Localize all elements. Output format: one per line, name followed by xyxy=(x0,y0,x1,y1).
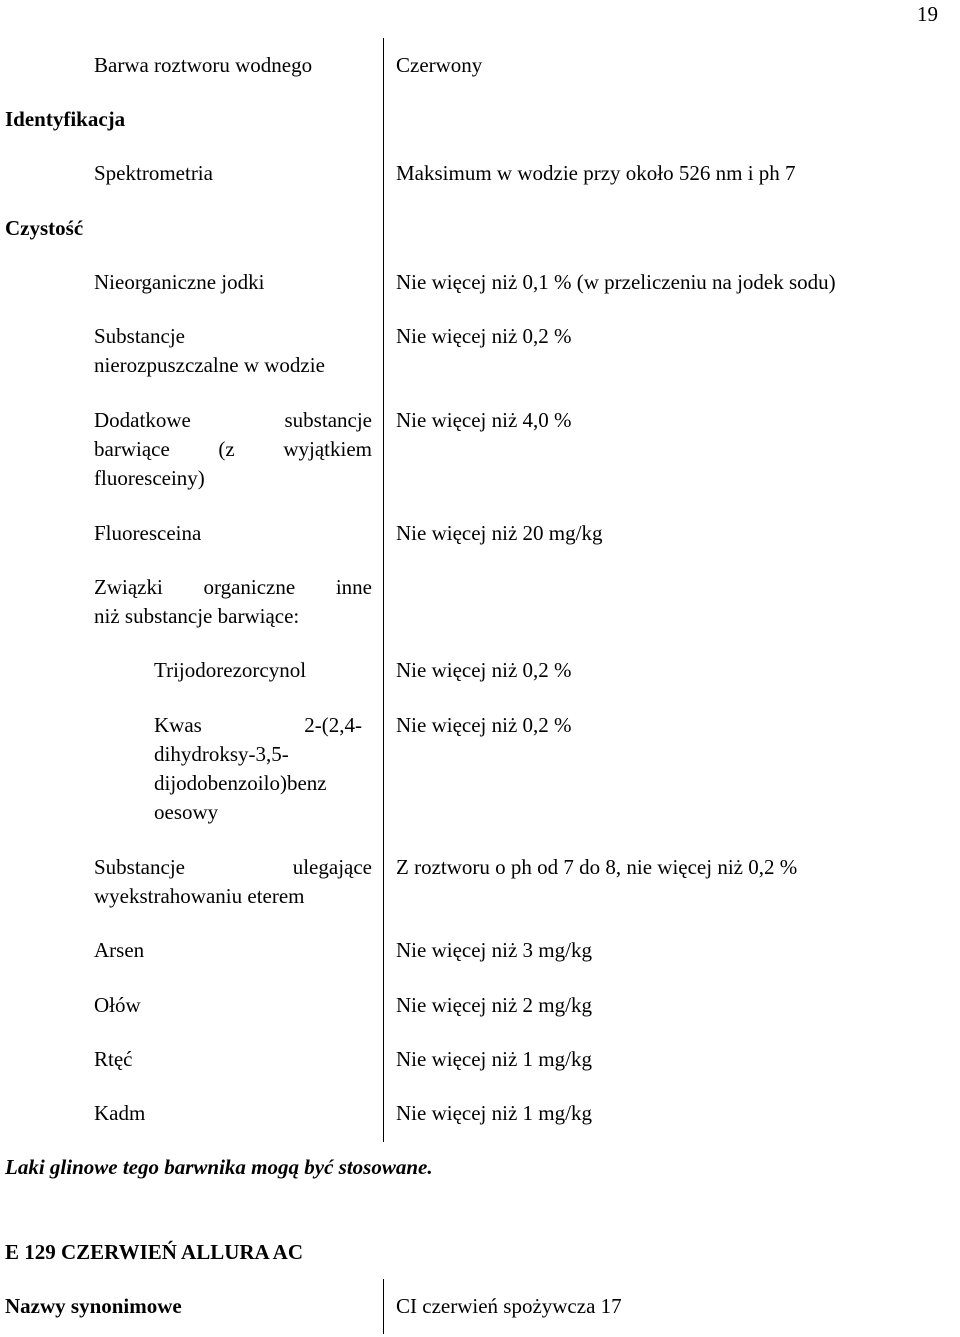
kwas-value: Nie więcej niż 0,2 % xyxy=(396,713,572,737)
spektrometria-value: Maksimum w wodzie przy około 526 nm i ph 7 xyxy=(396,161,796,185)
eter-label-line1: Substancje ulegające xyxy=(94,855,372,879)
arsen-value: Nie więcej niż 3 mg/kg xyxy=(396,938,592,962)
spektrometria-label: Spektrometria xyxy=(94,161,213,185)
kwas-label-line3: dijodobenzoilo)benz xyxy=(154,771,327,795)
synonyms-label: Nazwy synonimowe xyxy=(5,1294,182,1318)
fluoresceina-value: Nie więcej niż 20 mg/kg xyxy=(396,521,603,545)
zwiazki-label-line2: niż substancje barwiące: xyxy=(94,604,300,628)
arsen-label: Arsen xyxy=(94,938,145,962)
zwiazki-label xyxy=(94,573,372,631)
page-number: 19 xyxy=(917,2,938,26)
dodatkowe-label-line2: barwiące (z wyjątkiem xyxy=(94,437,372,461)
synonyms-value: CI czerwień spożywcza 17 xyxy=(396,1294,622,1318)
nierozpuszczalne-value: Nie więcej niż 0,2 % xyxy=(396,324,572,348)
dodatkowe-label xyxy=(94,406,372,493)
kwas-label-line4: oesowy xyxy=(154,800,219,824)
czystosc-heading: Czystość xyxy=(5,216,84,240)
barwa-value: Czerwony xyxy=(396,53,483,77)
trijodo-label: Trijodorezorcynol xyxy=(154,658,307,682)
dodatkowe-label-line1: Dodatkowe substancje xyxy=(94,408,372,432)
rtec-label: Rtęć xyxy=(94,1047,133,1071)
kwas-label xyxy=(154,711,362,827)
nierozpuszczalne-label xyxy=(94,322,372,380)
kadm-label: Kadm xyxy=(94,1101,146,1125)
column-divider xyxy=(383,38,384,1142)
zwiazki-label-line1: Związki organiczne inne xyxy=(94,575,372,599)
kwas-label-line2: dihydroksy-3,5- xyxy=(154,742,289,766)
olow-value: Nie więcej niż 2 mg/kg xyxy=(396,993,592,1017)
trijodo-value: Nie więcej niż 0,2 % xyxy=(396,658,572,682)
eter-value: Z roztworu o ph od 7 do 8, nie więcej niż 0,2 % xyxy=(396,855,798,879)
jodki-label: Nieorganiczne jodki xyxy=(94,270,265,294)
nierozpuszczalne-label-line1: Substancje xyxy=(94,324,185,348)
kadm-value: Nie więcej niż 1 mg/kg xyxy=(396,1101,592,1125)
identyfikacja-heading: Identyfikacja xyxy=(5,107,126,131)
column-divider-synonyms xyxy=(383,1279,384,1334)
eter-label-line2: wyekstrahowaniu eterem xyxy=(94,884,305,908)
kwas-label-line1: Kwas 2-(2,4- xyxy=(154,713,362,737)
section-title: E 129 CZERWIEŃ ALLURA AC xyxy=(5,1240,303,1264)
nierozpuszczalne-label-line2: nierozpuszczalne w wodzie xyxy=(94,353,325,377)
rtec-value: Nie więcej niż 1 mg/kg xyxy=(396,1047,592,1071)
dodatkowe-label-line3: fluoresceiny) xyxy=(94,466,205,490)
note-text: Laki glinowe tego barwnika mogą być stosowane. xyxy=(5,1155,433,1179)
dodatkowe-value: Nie więcej niż 4,0 % xyxy=(396,408,572,432)
olow-label: Ołów xyxy=(94,993,141,1017)
barwa-label: Barwa roztworu wodnego xyxy=(94,53,313,77)
eter-label xyxy=(94,853,372,911)
jodki-value: Nie więcej niż 0,1 % (w przeliczeniu na jodek sodu) xyxy=(396,270,836,294)
fluoresceina-label: Fluoresceina xyxy=(94,521,202,545)
